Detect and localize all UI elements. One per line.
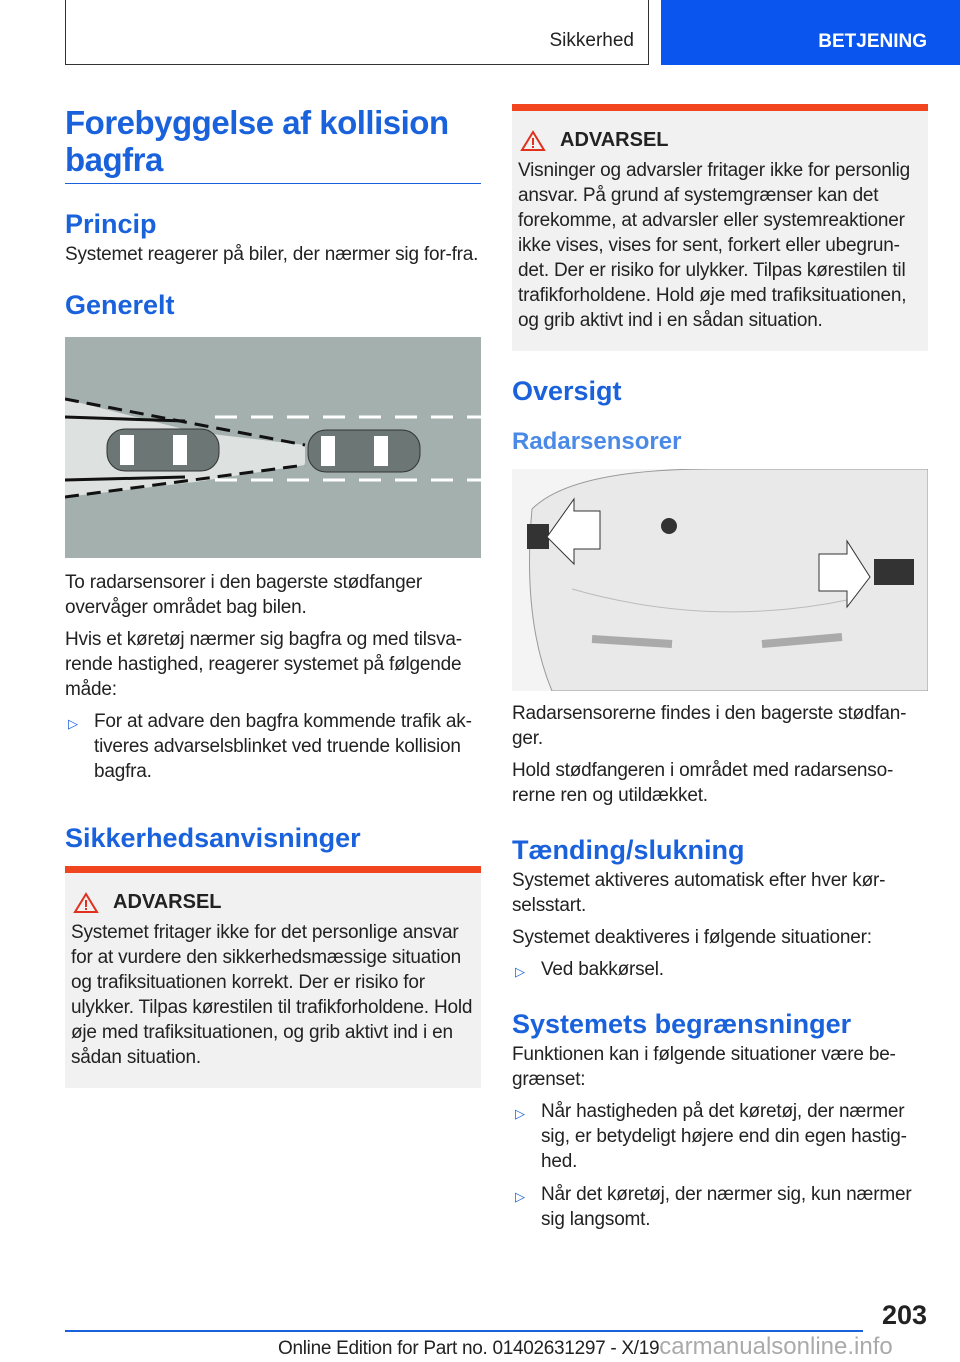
warning-icon: [520, 130, 546, 152]
heading-generelt: Generelt: [65, 290, 175, 320]
list-item: [512, 1182, 928, 1232]
list-item: [512, 1099, 928, 1174]
heading-taending: Tænding/slukning: [512, 835, 745, 865]
list-item-text: Ved bakkørsel.: [541, 959, 664, 980]
list-item: [512, 957, 928, 984]
header-box: [65, 0, 649, 65]
taending-text-1: Systemet aktiveres automatisk efter hver kør-selsstart.: [512, 870, 886, 916]
warning-title: ADVARSEL: [560, 129, 669, 151]
warning-text: Visninger og advarsler fritager ikke for personlig ansvar. På grund af systemgrænser kan det forekomme, at advarsler eller systemreaktioner ikke vises, vises for sent, forkert eller ubegrun-det. Der er risiko for ulykker. Tilpas kørestilen til trafikforholdene. Hold øje med trafiksituationen, og grib aktivt ind i en sådan situation.: [518, 160, 911, 331]
footer-divider: [65, 1330, 863, 1332]
section-title: Sikkerhed: [549, 30, 634, 51]
chapter-tab[interactable]: [661, 0, 960, 65]
princip-text: Systemet reagerer på biler, der nærmer sig for-fra.: [65, 244, 479, 265]
chapter-tab-label: BETJENING: [818, 31, 927, 52]
generelt-text-1: To radarsensorer i den bagerste stødfanger overvåger området bag bilen.: [65, 572, 423, 618]
warning-box: [65, 866, 481, 1088]
heading-begraensninger: Systemets begrænsninger: [512, 1009, 852, 1039]
taending-text-2: Systemet deaktiveres i følgende situationer:: [512, 927, 872, 948]
car-icon: [308, 430, 420, 472]
list-item-text: Når det køretøj, der nærmer sig, kun nærmer sig langsomt.: [541, 1184, 912, 1230]
right-column: [512, 104, 928, 1240]
bullet-triangle-icon: ▷: [515, 1189, 525, 1204]
warning-text: Systemet fritager ikke for det personlige ansvar for at vurdere den sikkerhedsmæssige situation og trafiksituationen korrekt. Der er risiko for ulykker. Tilpas kørestilen til trafikforholdene. Hold øje med trafiksituationen, og grib aktivt ind i en sådan situation.: [71, 922, 473, 1068]
left-column: [65, 104, 481, 1088]
bullet-triangle-icon: ▷: [515, 1106, 525, 1121]
edition-text: Online Edition for Part no. 01402631297 - X/19: [278, 1338, 660, 1359]
list-item: [65, 709, 481, 784]
watermark: carmanualsonline.info: [659, 1333, 893, 1360]
begr-text: Funktionen kan i følgende situationer være be-grænset:: [512, 1044, 896, 1090]
warning-title: ADVARSEL: [113, 891, 222, 913]
heading-radarsensorer: Radarsensorer: [512, 428, 682, 455]
radar-coverage-illustration: [65, 337, 481, 558]
warning-icon: [73, 892, 99, 914]
radar-text-2: Hold stødfangeren i området med radarsenso-rerne ren og utildækket.: [512, 760, 894, 806]
footer: [278, 1333, 893, 1361]
page-title: Forebyggelse af kollision bagfra: [65, 104, 481, 184]
heading-princip: Princip: [65, 209, 157, 239]
heading-oversigt: Oversigt: [512, 376, 622, 406]
list-item-text: For at advare den bagfra kommende trafik ak-tiveres advarselsblinket ved truende kollision bagfra.: [94, 711, 472, 782]
bullet-triangle-icon: ▷: [68, 716, 78, 731]
bullet-triangle-icon: ▷: [515, 964, 525, 979]
generelt-text-2: Hvis et køretøj nærmer sig bagfra og med tilsva-rende hastighed, reagerer systemet på følgende måde:: [65, 629, 462, 700]
rear-bumper-illustration: [512, 469, 928, 691]
warning-box: [512, 104, 928, 351]
heading-sikkerhed: Sikkerhedsanvisninger: [65, 823, 361, 853]
car-icon: [107, 429, 219, 471]
radar-text-1: Radarsensorerne findes i den bagerste stødfan-ger.: [512, 703, 907, 749]
list-item-text: Når hastigheden på det køretøj, der nærmer sig, er betydeligt højere end din egen hastig-hed.: [541, 1101, 907, 1172]
page-number: 203: [881, 1300, 927, 1330]
